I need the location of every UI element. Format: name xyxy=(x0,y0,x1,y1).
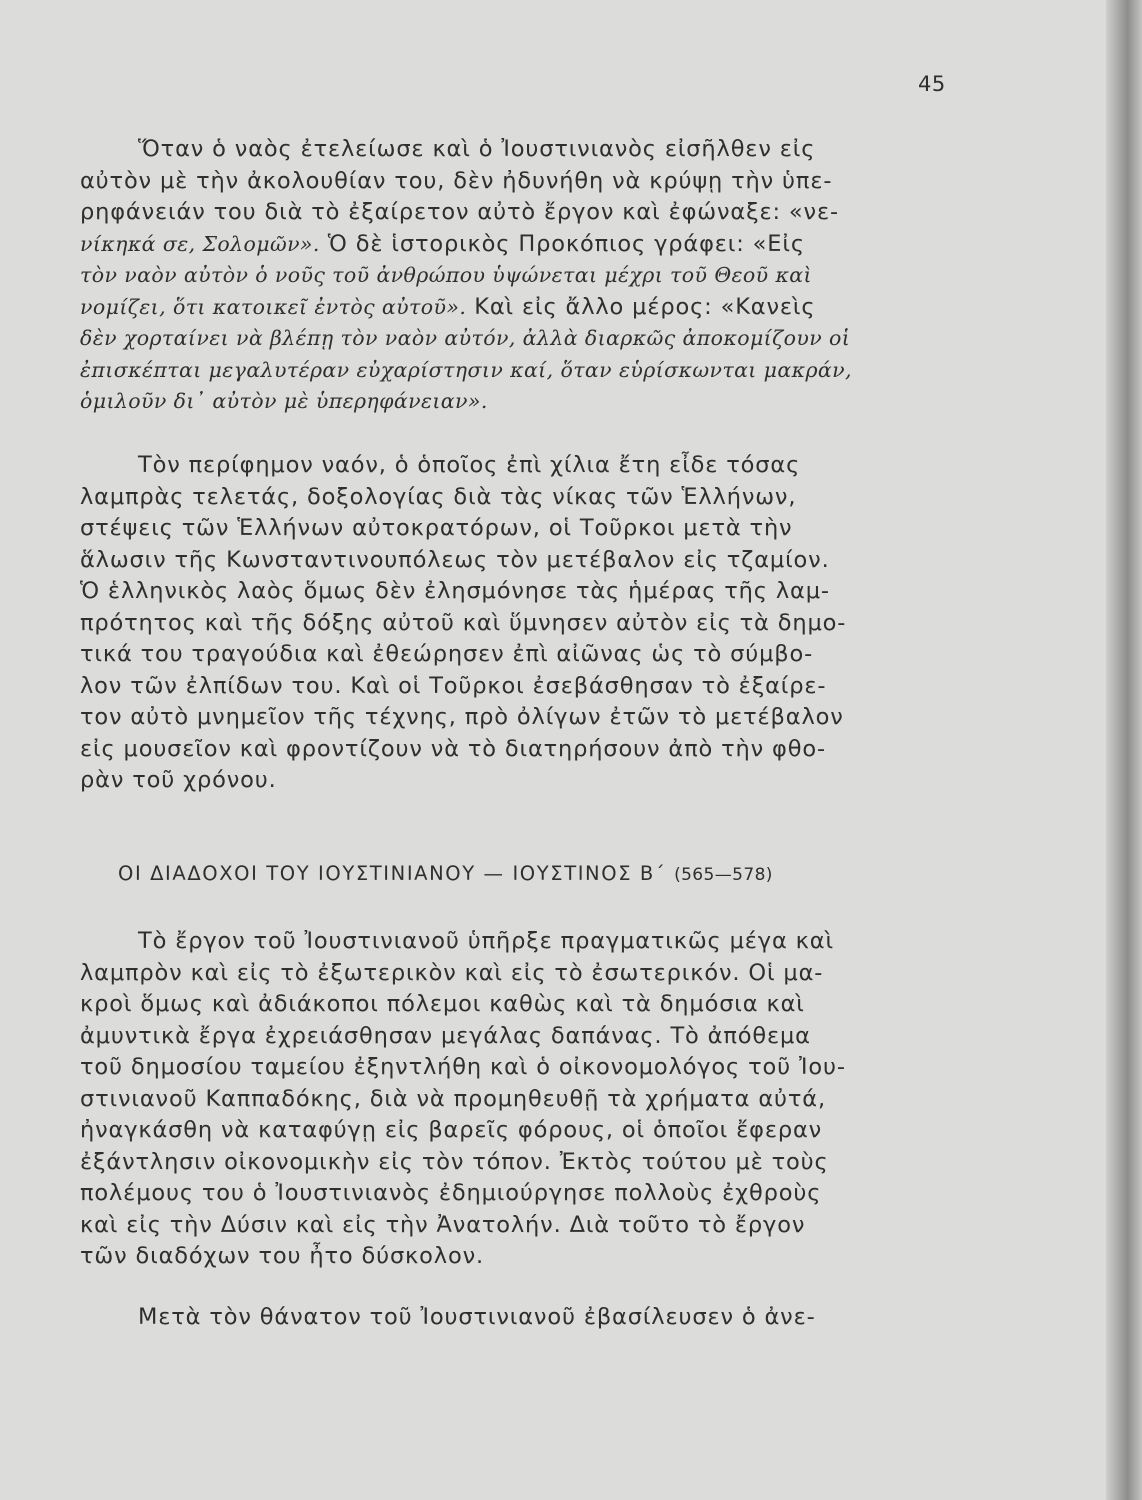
text-line: Ὁ ἑλληνικὸς λαὸς ὅμως δὲν ἐλησμόνησε τὰς ἡμέρας τῆς λαμ- xyxy=(80,578,830,604)
quote-line: ὁμιλοῦν δι᾽ αὐτὸν μὲ ὑπερηφάνειαν». xyxy=(80,389,488,413)
quote-line: ἐπισκέπται μεγαλυτέραν εὐχαρίστησιν καί, ὅταν εὑρίσκωνται μακράν, xyxy=(80,357,852,382)
text-line: ἅλωσιν τῆς Κωνσταντινουπόλεως τὸν μετέβαλον εἰς τζαμίον. xyxy=(80,546,830,573)
text-line: στέψεις τῶν Ἑλλήνων αὐτοκρατόρων, οἱ Τοῦρκοι μετὰ τὴν xyxy=(80,515,793,541)
text-line: ἀμυντικὰ ἔργα ἐχρειάσθησαν μεγάλας δαπάνας. Τὸ ἀπόθεμα xyxy=(80,1022,811,1049)
paragraph-after-death xyxy=(80,1302,960,1334)
paragraph-justinian-legacy xyxy=(80,926,960,1273)
text-line: τοῦ δημοσίου ταμείου ἐξηντλήθη καὶ ὁ οἰκονομολόγος τοῦ Ἰου- xyxy=(80,1054,846,1080)
text-line: Τὸν περίφημον ναόν, ὁ ὁποῖος ἐπὶ χίλια ἔτη εἶδε τόσας xyxy=(138,452,801,478)
text-line: εἰς μουσεῖον καὶ φροντίζουν νὰ τὸ διατηρήσουν ἀπὸ τὴν φθο- xyxy=(80,735,826,762)
text-line: αὐτὸν μὲ τὴν ἀκολουθίαν του, δὲν ἠδυνήθη νὰ κρύψῃ τὴν ὑπε- xyxy=(80,167,833,194)
text-fragment: Ὁ δὲ ἱστορικὸς Προκόπιος γράφει: «Εἰς xyxy=(319,230,805,257)
text-line: ρηφάνειάν του διὰ τὸ ἐξαίρετον αὐτὸ ἔργον καὶ ἐφώναξε: «νε- xyxy=(80,199,839,225)
paragraph-ottoman-conversion xyxy=(80,450,960,797)
text-fragment: Καὶ εἰς ἄλλο μέρος: «Κανεὶς xyxy=(466,293,816,320)
text-line: ἠναγκάσθη νὰ καταφύγῃ εἰς βαρεῖς φόρους, οἱ ὁποῖοι ἔφεραν xyxy=(80,1117,823,1143)
text-line xyxy=(80,292,960,324)
text-line xyxy=(80,229,960,261)
text-line: στινιανοῦ Καππαδόκης, διὰ νὰ προμηθευθῇ τὰ χρήματα αὐτά, xyxy=(80,1085,826,1112)
quote-line: τὸν ναὸν αὐτὸν ὁ νοῦς τοῦ ἀνθρώπου ὑψώνεται μέχρι τοῦ Θεοῦ καὶ xyxy=(80,263,812,287)
text-line: λον τῶν ἐλπίδων του. Καὶ οἱ Τοῦρκοι ἐσεβάσθησαν τὸ ἐξαίρε- xyxy=(80,672,827,699)
page-number: 45 xyxy=(918,72,946,96)
quote-line: δὲν χορταίνει νὰ βλέπῃ τὸν ναὸν αὐτόν, ἀλλὰ διαρκῶς ἀποκομίζουν οἱ xyxy=(80,326,851,350)
quote-fragment: νίκηκά σε, Σολομῶν». xyxy=(80,231,320,256)
text-line: ἐξάντλησιν οἰκονομικὴν εἰς τὸν τόπον. Ἐκτὸς τούτου μὲ τοὺς xyxy=(80,1148,829,1175)
book-page-edge xyxy=(1106,0,1142,1500)
text-line: κροὶ ὅμως καὶ ἀδιάκοποι πόλεμοι καθὼς καὶ τὰ δημόσια καὶ xyxy=(80,991,805,1017)
section-heading xyxy=(118,862,958,885)
text-line: Τὸ ἔργον τοῦ Ἰουστινιανοῦ ὑπῆρξε πραγματικῶς μέγα καὶ xyxy=(138,928,834,954)
text-line: τικά του τραγούδια καὶ ἐθεώρησεν ἐπὶ αἰῶνας ὡς τὸ σύμβο- xyxy=(80,641,814,667)
text-line: Ὅταν ὁ ναὸς ἐτελείωσε καὶ ὁ Ἰουστινιανὸς εἰσῆλθεν εἰς xyxy=(138,136,816,162)
text-line: τῶν διαδόχων του ἦτο δύσκολον. xyxy=(80,1243,484,1269)
text-line: πρότητος καὶ τῆς δόξης αὐτοῦ καὶ ὕμνησεν αὐτὸν εἰς τὰ δημο- xyxy=(80,609,847,636)
paragraph-hagia-sophia-completion xyxy=(80,134,960,418)
text-line: λαμπρὰς τελετάς, δοξολογίας διὰ τὰς νίκας τῶν Ἑλλήνων, xyxy=(80,483,797,510)
text-line: λαμπρὸν καὶ εἰς τὸ ἐξωτερικὸν καὶ εἰς τὸ ἐσωτερικόν. Οἱ μα- xyxy=(80,959,824,986)
section-heading-years: (565—578) xyxy=(674,865,773,885)
text-line: τον αὐτὸ μνημεῖον τῆς τέχνης, πρὸ ὀλίγων ἐτῶν τὸ μετέβαλον xyxy=(80,704,844,730)
text-line: ρὰν τοῦ χρόνου. xyxy=(80,767,277,793)
section-heading-title: ΟΙ ΔΙΑΔΟΧΟΙ ΤΟΥ ΙΟΥΣΤΙΝΙΑΝΟΥ — ΙΟΥΣΤΙΝΟΣ Β´ xyxy=(118,862,667,885)
quote-fragment: νομίζει, ὅτι κατοικεῖ ἐντὸς αὐτοῦ». xyxy=(80,294,467,319)
text-line: Μετὰ τὸν θάνατον τοῦ Ἰουστινιανοῦ ἐβασίλευσεν ὁ ἀνε- xyxy=(138,1304,816,1330)
text-line: καὶ εἰς τὴν Δύσιν καὶ εἰς τὴν Ἀνατολήν. Διὰ τοῦτο τὸ ἔργον xyxy=(80,1211,806,1238)
text-line: πολέμους του ὁ Ἰουστινιανὸς ἐδημιούργησε πολλοὺς ἐχθροὺς xyxy=(80,1180,822,1206)
